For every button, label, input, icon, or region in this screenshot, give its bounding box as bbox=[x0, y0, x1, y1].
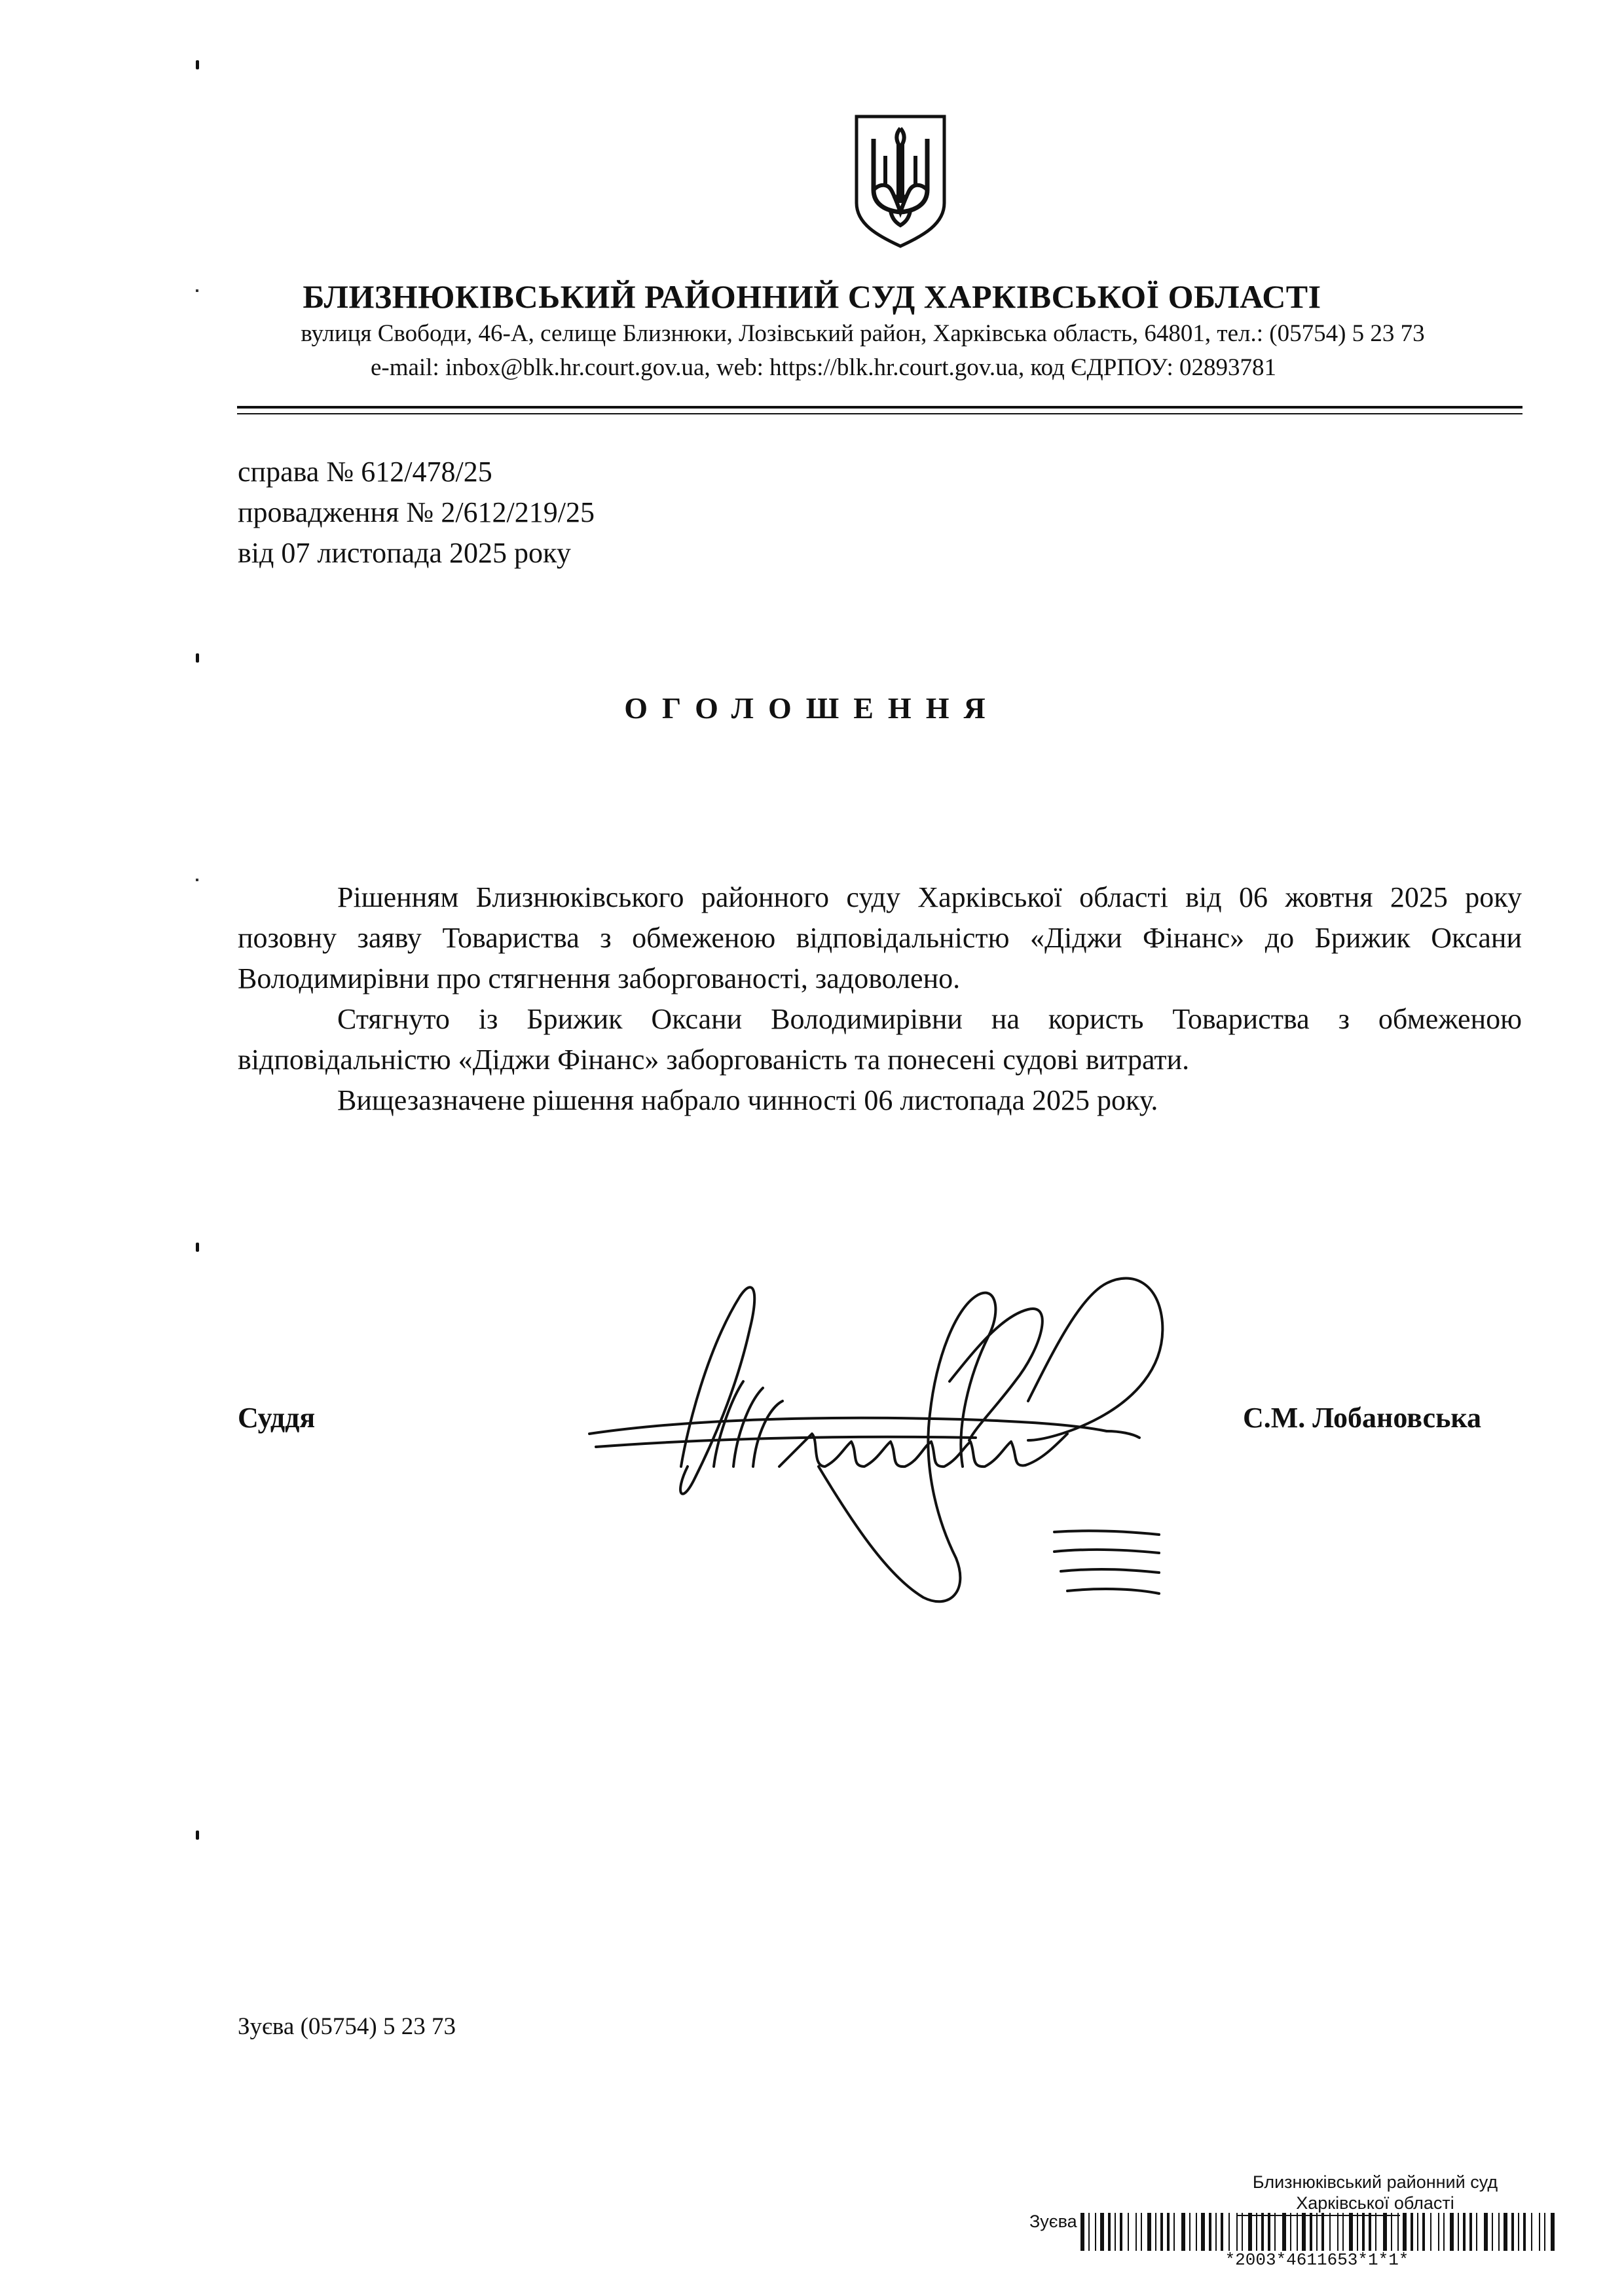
barcode-bar bbox=[1209, 2213, 1211, 2251]
barcode-bar bbox=[1476, 2213, 1477, 2251]
barcode-bar bbox=[1511, 2213, 1514, 2251]
punch-mark bbox=[196, 60, 199, 69]
punch-mark bbox=[196, 1831, 199, 1840]
barcode-bar bbox=[1167, 2213, 1170, 2251]
barcode-bar bbox=[1100, 2213, 1104, 2251]
barcode-bar bbox=[1256, 2213, 1257, 2251]
header-divider-thin bbox=[237, 413, 1522, 414]
stamp-court-name: Близнюківський районний суд bbox=[1252, 2172, 1498, 2192]
scan-dot bbox=[196, 879, 198, 881]
barcode-bar bbox=[1080, 2213, 1084, 2251]
barcode-bar bbox=[1397, 2213, 1399, 2251]
barcode-bar bbox=[1498, 2213, 1500, 2251]
punch-mark bbox=[196, 1243, 199, 1252]
barcode-bar bbox=[1329, 2213, 1331, 2251]
barcode-bar bbox=[1228, 2213, 1230, 2251]
barcode-bar bbox=[1316, 2213, 1318, 2251]
barcode-bar bbox=[1321, 2213, 1324, 2251]
barcode-bar bbox=[1160, 2213, 1163, 2251]
court-contacts: e-mail: inbox@blk.hr.court.gov.ua, web: https://blk.hr.court.gov.ua, код ЄДРПОУ: 02893781 bbox=[370, 354, 1277, 381]
barcode-bar bbox=[1411, 2213, 1413, 2251]
punch-mark bbox=[196, 653, 199, 663]
barcode-bar bbox=[1551, 2213, 1555, 2251]
judge-name: С.М. Лобановська bbox=[1243, 1402, 1482, 1434]
barcode-bar bbox=[1430, 2213, 1431, 2251]
barcode-bar bbox=[1215, 2213, 1217, 2251]
stamp-region: Харківської області bbox=[1296, 2193, 1454, 2213]
barcode-bar bbox=[1463, 2213, 1466, 2251]
barcode-bar bbox=[1189, 2213, 1190, 2251]
barcode-bar bbox=[1147, 2213, 1151, 2251]
barcode-bar bbox=[1248, 2213, 1252, 2251]
stamp-executor-name: Зуєва bbox=[1029, 2212, 1077, 2231]
barcode-bar bbox=[1261, 2213, 1264, 2251]
barcode-icon bbox=[1078, 2213, 1556, 2251]
barcode-bar bbox=[1383, 2213, 1387, 2251]
barcode-bar bbox=[1438, 2213, 1439, 2251]
barcode-bar bbox=[1115, 2213, 1116, 2251]
body-paragraph: Вищезазначене рішення набрало чинності 06 листопада 2025 року. bbox=[337, 1084, 1158, 1116]
barcode-bar bbox=[1095, 2213, 1096, 2251]
barcode-bar bbox=[1108, 2213, 1111, 2251]
barcode-number: *2003*4611653*1*1* bbox=[1225, 2250, 1409, 2270]
proceeding-number: провадження № 2/612/219/25 bbox=[238, 496, 595, 528]
judge-role-label: Суддя bbox=[238, 1402, 316, 1434]
barcode-bar bbox=[1450, 2213, 1454, 2251]
barcode-bar bbox=[1518, 2213, 1519, 2251]
barcode-bar bbox=[1297, 2213, 1298, 2251]
barcode-bar bbox=[1120, 2213, 1122, 2251]
barcode-bar bbox=[1417, 2213, 1418, 2251]
coat-of-arms-icon bbox=[851, 113, 950, 250]
barcode-bar bbox=[1181, 2213, 1185, 2251]
barcode-bar bbox=[1484, 2213, 1488, 2251]
barcode-bar bbox=[1349, 2213, 1353, 2251]
barcode-bar bbox=[1141, 2213, 1142, 2251]
document-date: від 07 листопада 2025 року bbox=[238, 537, 571, 569]
barcode-bar bbox=[1282, 2213, 1286, 2251]
barcode-bar bbox=[1458, 2213, 1459, 2251]
barcode-bar bbox=[1128, 2213, 1129, 2251]
barcode-bar bbox=[1201, 2213, 1205, 2251]
barcode-bar bbox=[1242, 2213, 1243, 2251]
barcode-bar bbox=[1492, 2213, 1493, 2251]
barcode-bar bbox=[1523, 2213, 1526, 2251]
barcode-bar bbox=[1236, 2213, 1238, 2251]
barcode-bar bbox=[1221, 2213, 1223, 2251]
barcode-bar bbox=[1422, 2213, 1425, 2251]
barcode-bar bbox=[1290, 2213, 1291, 2251]
case-number: справа № 612/478/25 bbox=[238, 456, 492, 488]
body-paragraph: Стягнуто із Брижик Оксани Володимирівни на користь Товариства з обмеженою відповідальністю «Діджи Фінанс» заборгованість та понесені судові витрати. bbox=[238, 1003, 1522, 1076]
barcode-bar bbox=[1443, 2213, 1445, 2251]
barcode-bar bbox=[1088, 2213, 1090, 2251]
barcode-bar bbox=[1391, 2213, 1392, 2251]
barcode-bar bbox=[1544, 2213, 1545, 2251]
barcode-bar bbox=[1268, 2213, 1270, 2251]
court-address: вулиця Свободи, 46-А, селище Близнюки, Лозівський район, Харківська область, 64801, тел.: (05754) 5 23 73 bbox=[301, 320, 1425, 347]
barcode-bar bbox=[1504, 2213, 1507, 2251]
barcode-bar bbox=[1369, 2213, 1371, 2251]
barcode-bar bbox=[1337, 2213, 1338, 2251]
header-divider bbox=[237, 406, 1522, 409]
barcode-bar bbox=[1274, 2213, 1276, 2251]
barcode-bar bbox=[1357, 2213, 1358, 2251]
barcode-bar bbox=[1155, 2213, 1156, 2251]
barcode-bar bbox=[1342, 2213, 1344, 2251]
barcode-bar bbox=[1173, 2213, 1175, 2251]
barcode-bar bbox=[1310, 2213, 1312, 2251]
barcode-bar bbox=[1539, 2213, 1540, 2251]
barcode-bar bbox=[1135, 2213, 1137, 2251]
document-title: ОГОЛОШЕННЯ bbox=[624, 691, 1000, 725]
document-body bbox=[238, 877, 1522, 1121]
court-name: БЛИЗНЮКІВСЬКИЙ РАЙОННИЙ СУД ХАРКІВСЬКОЇ ОБЛАСТІ bbox=[303, 278, 1321, 315]
executor-contact: Зуєва (05754) 5 23 73 bbox=[238, 2013, 456, 2040]
handwritten-signature bbox=[583, 1270, 1231, 1637]
body-paragraph: Рішенням Близнюківського районного суду Харківської області від 06 жовтня 2025 року позовну заяву Товариства з обмеженою відповідальністю «Діджи Фінанс» до Брижик Оксани Володимирівни про стягнення заборгованості, задоволено. bbox=[238, 881, 1522, 994]
barcode-bar bbox=[1362, 2213, 1365, 2251]
barcode-bar bbox=[1375, 2213, 1376, 2251]
barcode-bar bbox=[1196, 2213, 1197, 2251]
barcode-bar bbox=[1469, 2213, 1472, 2251]
barcode-bar bbox=[1302, 2213, 1306, 2251]
barcode-bar bbox=[1531, 2213, 1532, 2251]
barcode-bar bbox=[1403, 2213, 1407, 2251]
